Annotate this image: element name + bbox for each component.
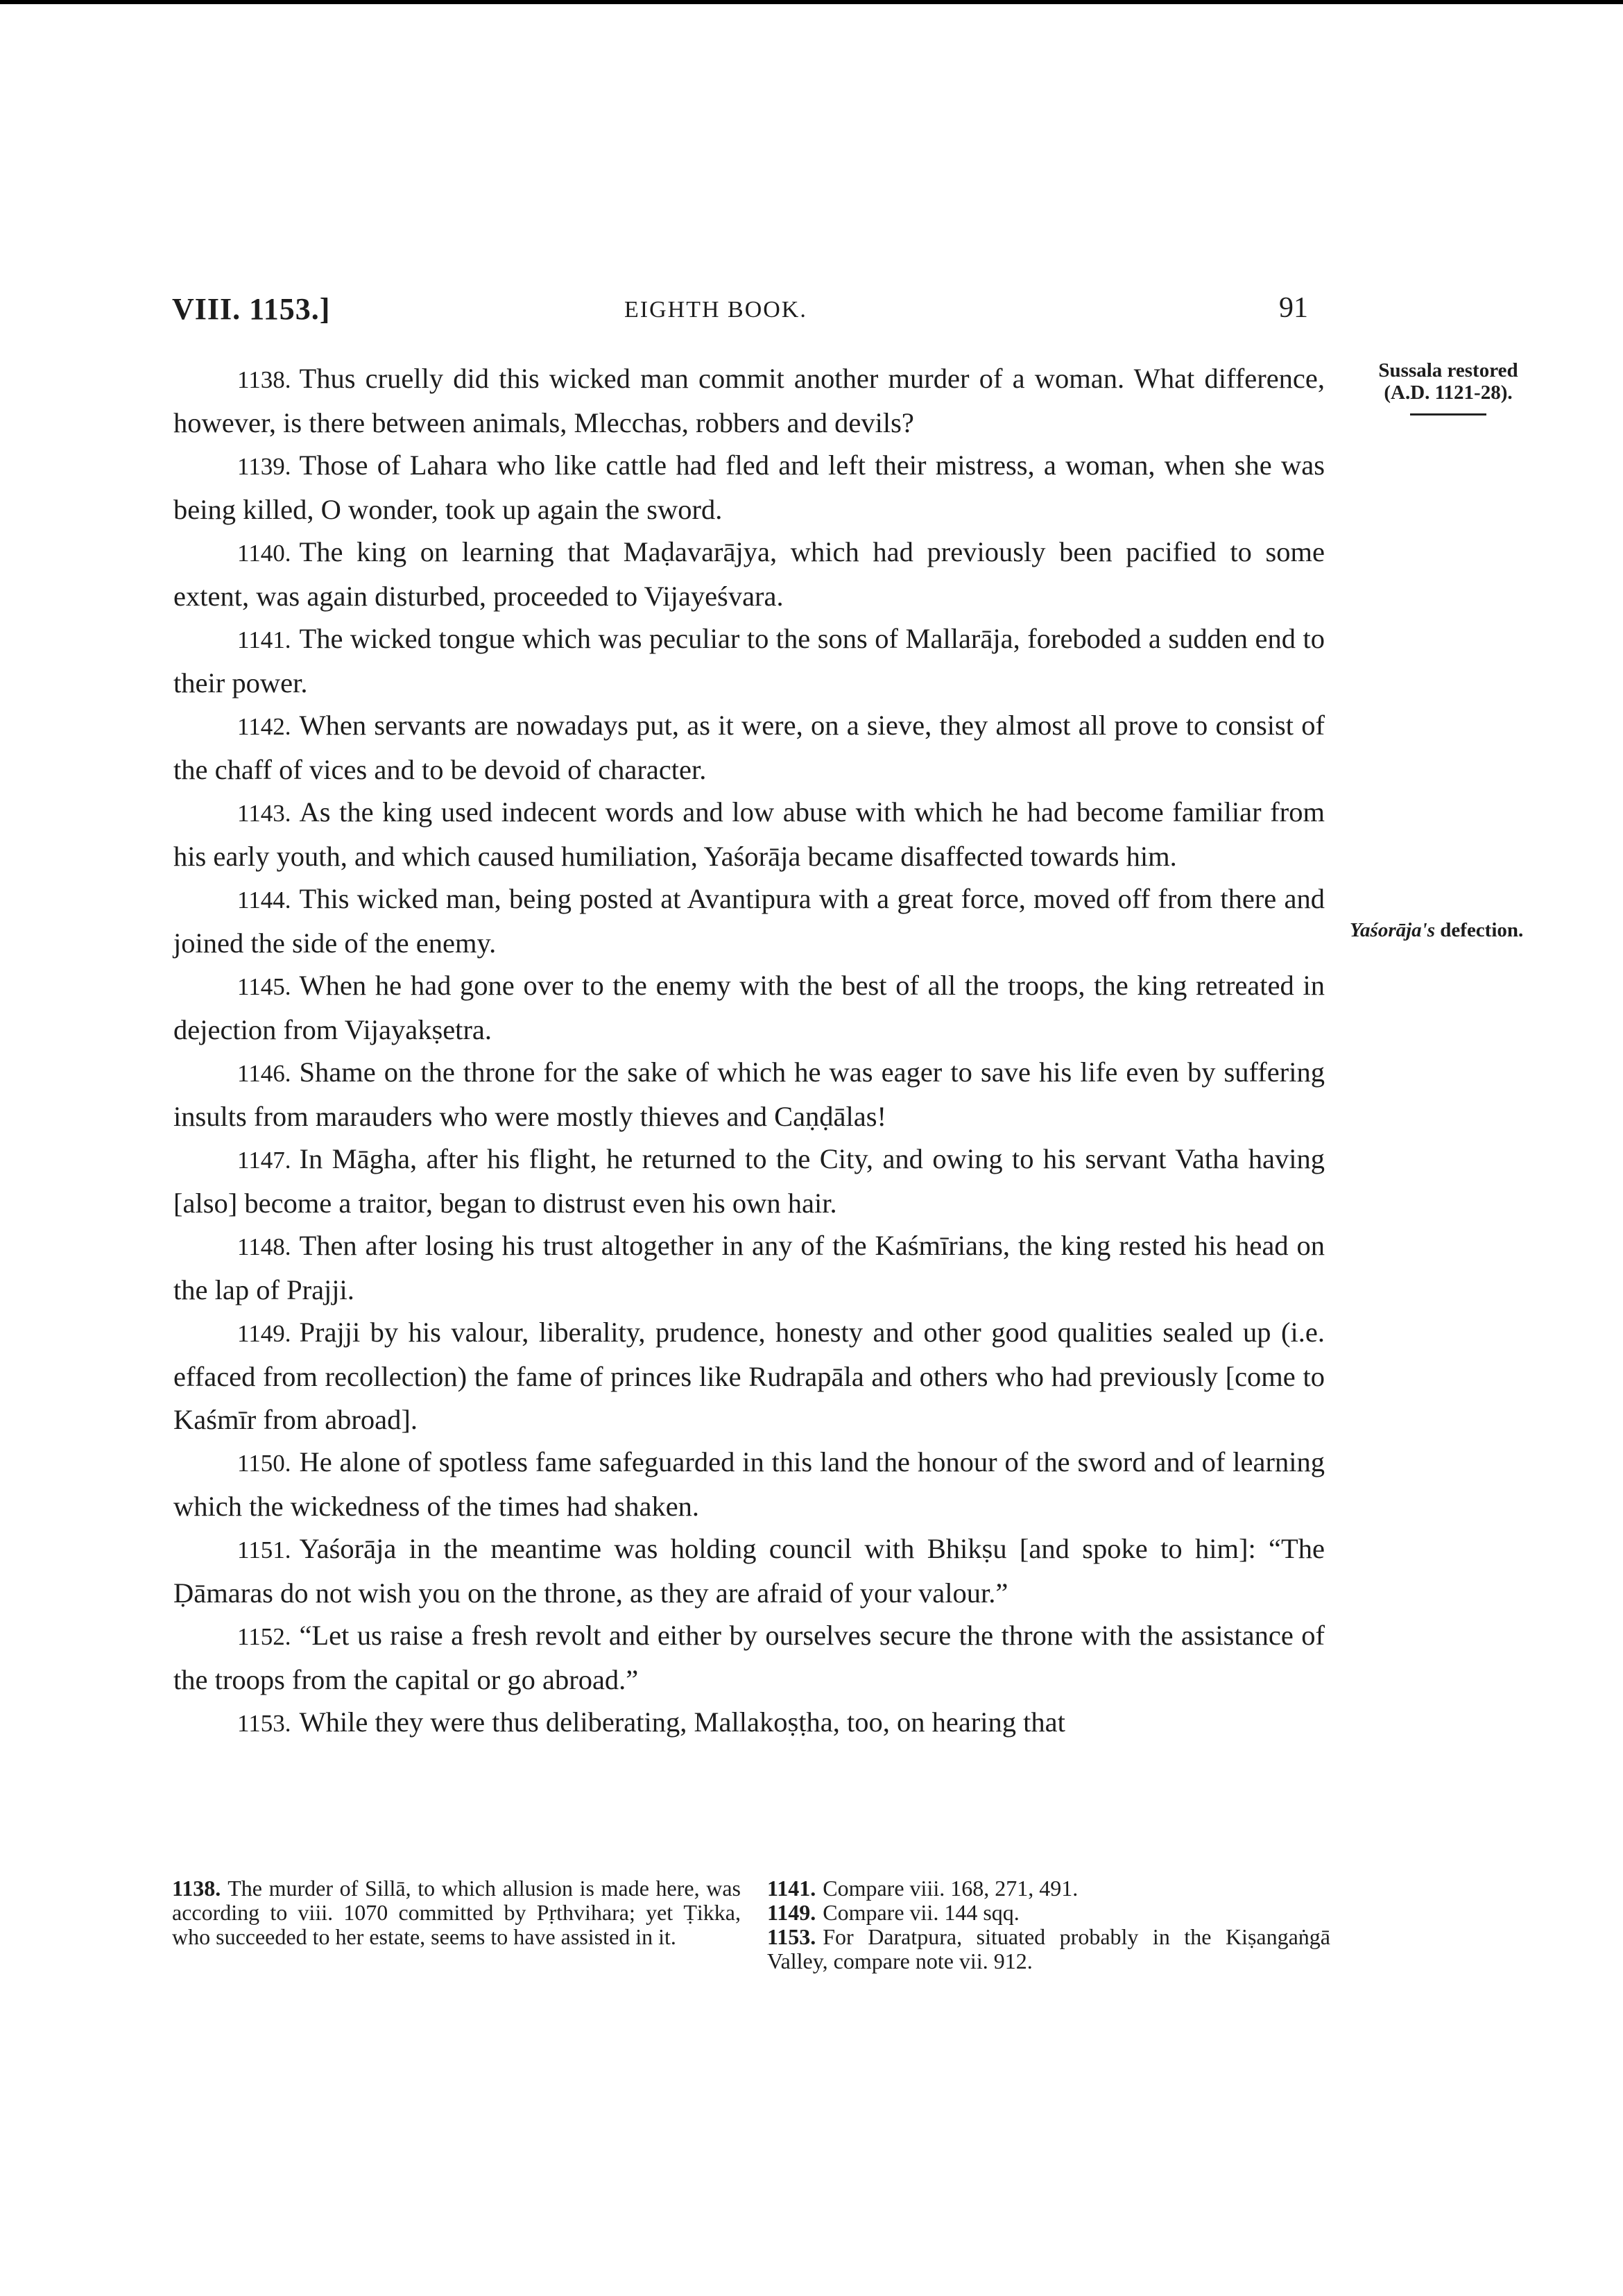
verse-number: 1138.	[237, 366, 291, 393]
scan-top-border	[0, 0, 1623, 4]
footnote	[767, 1925, 1330, 1973]
sidenote-sussala-restored	[1351, 359, 1545, 415]
verse	[173, 1527, 1325, 1615]
verse	[173, 444, 1325, 531]
sidenote-yasoraja-rest: defection.	[1435, 919, 1524, 941]
sidenote-yasoraja-name: Yaśorāja's	[1350, 919, 1436, 941]
footnotes-left-column	[172, 1876, 741, 1949]
verse-text: When he had gone over to the enemy with the best of all the troops, the king retreated in dejection from Vijayakṣetra.	[173, 970, 1325, 1045]
verse	[173, 1441, 1325, 1528]
sidenote-sussala-line2: (A.D. 1121-28).	[1384, 382, 1513, 404]
header-book-title: EIGHTH BOOK.	[624, 297, 807, 323]
sidenote-rule	[1410, 413, 1486, 415]
verse-text: When servants are nowadays put, as it were, on a sieve, they almost all prove to consist of the chaff of vices and to be devoid of character.	[173, 710, 1325, 785]
footnote-number: 1138.	[172, 1876, 221, 1901]
verse	[173, 877, 1325, 965]
verse	[173, 357, 1325, 445]
verse-text: The king on learning that Maḍavarājya, which had previously been pacified to some extent, was again disturbed, proceeded to Vijayeśvara.	[173, 536, 1325, 612]
verse-text: As the king used indecent words and low abuse with which he had become familiar from his early youth, and which caused humiliation, Yaśorāja became disaffected towards him.	[173, 796, 1325, 872]
verse	[173, 1224, 1325, 1312]
verse-number: 1139.	[237, 453, 291, 480]
verse-text: Yaśorāja in the meantime was holding council with Bhikṣu [and spoke to him]: “The Ḍāmaras do not wish you on the throne, as they are afraid of your valour.”	[173, 1533, 1325, 1609]
footnote-number: 1153.	[767, 1924, 816, 1949]
verse-text: He alone of spotless fame safeguarded in this land the honour of the sword and of learning which the wickedness of the times had shaken.	[173, 1446, 1325, 1522]
footnote-text: For Daratpura, situated probably in the Kiṣangaṅgā Valley, compare note vii. 912.	[767, 1924, 1330, 1973]
footnote	[172, 1876, 741, 1949]
footnote-text: Compare viii. 168, 271, 491.	[823, 1876, 1079, 1901]
verse-number: 1140.	[237, 540, 291, 567]
verse-number: 1147.	[237, 1147, 291, 1174]
verse-text: This wicked man, being posted at Avantipura with a great force, moved off from there and joined the side of the enemy.	[173, 883, 1325, 959]
sidenote-yasoraja-defection	[1350, 919, 1558, 942]
verse-text: The wicked tongue which was peculiar to the sons of Mallarāja, foreboded a sudden end to their power.	[173, 623, 1325, 699]
verse	[173, 704, 1325, 791]
verse-number: 1148.	[237, 1233, 291, 1260]
verse-number: 1149.	[237, 1320, 291, 1347]
footnote	[767, 1901, 1330, 1925]
footnote-text: The murder of Sillā, to which allusion is made here, was according to viii. 1070 committed by Pṛthvihara; yet Ṭikka, who succeeded to her estate, seems to have assisted in it.	[172, 1876, 741, 1949]
verse-number: 1152.	[237, 1623, 291, 1650]
verse	[173, 791, 1325, 878]
verse	[173, 1138, 1325, 1225]
verse	[173, 617, 1325, 705]
verse-text: Thus cruelly did this wicked man commit another murder of a woman. What difference, however, is there between animals, Mlecchas, robbers and devils?	[173, 363, 1325, 438]
verse-text: Then after losing his trust altogether in any of the Kaśmīrians, the king rested his head on the lap of Prajji.	[173, 1230, 1325, 1305]
verse-text: Prajji by his valour, liberality, prudence, honesty and other good qualities sealed up (i.e. effaced from recollection) the fame of princes like Rudrapāla and others who had previously [come to Kaśmīr from abroad].	[173, 1317, 1325, 1435]
verse-number: 1146.	[237, 1060, 291, 1087]
verse-text: Shame on the throne for the sake of which he was eager to save his life even by suffering insults from marauders who were mostly thieves and Caṇḍālas!	[173, 1056, 1325, 1132]
verse-number: 1151.	[237, 1536, 291, 1563]
footnote	[767, 1876, 1330, 1901]
verse	[173, 1311, 1325, 1441]
verse	[173, 1614, 1325, 1702]
verse-text: In Māgha, after his flight, he returned to the City, and owing to his servant Vatha having [also] become a traitor, began to distrust even his own hair.	[173, 1143, 1325, 1219]
verse-text: Those of Lahara who like cattle had fled and left their mistress, a woman, when she was being killed, O wonder, took up again the sword.	[173, 449, 1325, 525]
footnotes-right-column	[767, 1876, 1330, 1973]
verse-text: While they were thus deliberating, Mallakoṣṭha, too, on hearing that	[299, 1706, 1065, 1738]
running-header	[172, 291, 1316, 333]
verse-number: 1142.	[237, 713, 291, 740]
verse-number: 1150.	[237, 1450, 291, 1477]
page-number: 91	[1279, 292, 1308, 324]
sidenote-sussala-line1: Sussala restored	[1378, 359, 1518, 382]
footnote-number: 1141.	[767, 1876, 816, 1901]
verse-number: 1145.	[237, 973, 291, 1000]
verse-text: “Let us raise a fresh revolt and either by ourselves secure the throne with the assistance of the troops from the capital or go abroad.”	[173, 1620, 1325, 1695]
verse	[173, 964, 1325, 1052]
footnote-text: Compare vii. 144 sqq.	[823, 1900, 1020, 1925]
verse-number: 1144.	[237, 886, 291, 914]
verse-number: 1143.	[237, 800, 291, 827]
verse	[173, 531, 1325, 618]
main-text	[173, 357, 1325, 1745]
verse	[173, 1051, 1325, 1138]
header-section-ref: VIII. 1153.]	[172, 292, 331, 326]
verse-number: 1153.	[237, 1710, 291, 1737]
verse	[173, 1701, 1325, 1745]
footnote-number: 1149.	[767, 1900, 816, 1925]
verse-number: 1141.	[237, 626, 291, 653]
